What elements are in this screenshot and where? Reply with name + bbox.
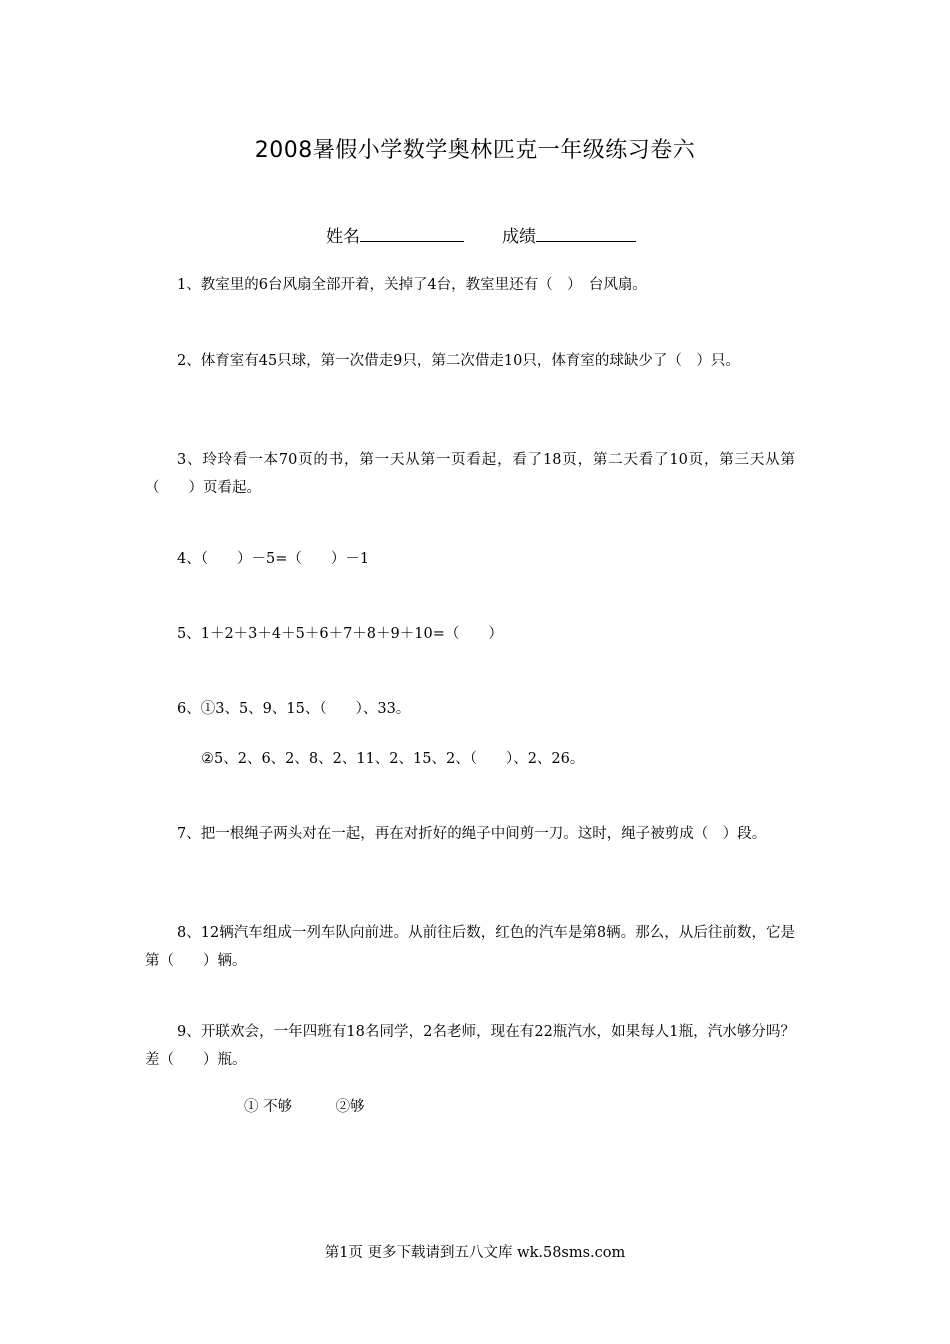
question-3: 3、玲玲看一本70页的书，第一天从第一页看起，看了18页，第二天看了10页，第三天从第（ ）页看起。: [145, 452, 795, 496]
page-footer: 第1页 更多下载请到五八文库 wk.58sms.com: [324, 1245, 626, 1261]
question-8: 8、12辆汽车组成一列车队向前进。从前往后数，红色的汽车是第8辆。那么，从后往前数，它是第（ ）辆。: [145, 925, 795, 969]
score-blank: [536, 223, 636, 242]
question-2: 2、体育室有45只球，第一次借走9只，第二次借走10只，体育室的球缺少了（ ）只。: [177, 353, 740, 369]
page-title: 2008暑假小学数学奥林匹克一年级练习卷六: [254, 138, 696, 163]
name-label: 姓名: [326, 227, 360, 247]
question-6-part-1: 6、①3、5、9、15、（ ）、33。: [177, 701, 411, 717]
question-7: 7、把一根绳子两头对在一起，再在对折好的绳子中间剪一刀。这时，绳子被剪成（ ）段。: [177, 826, 767, 842]
question-9: 9、开联欢会，一年四班有18名同学，2名老师，现在有22瓶汽水，如果每人1瓶，汽水够分吗？差（ ）瓶。: [145, 1024, 795, 1068]
question-6-part-2: ②5、2、6、2、8、2、11、2、15、2、（ ）、2、26。: [201, 751, 585, 767]
question-4: 4、（ ）－5=（ ）－1: [177, 551, 370, 567]
score-label: 成绩: [502, 227, 536, 247]
question-5: 5、1＋2＋3＋4＋5＋6＋7＋8＋9＋10=（ ）: [177, 626, 503, 642]
student-info-line: [326, 222, 636, 252]
question-9-options: ① 不够 ②够: [244, 1099, 365, 1115]
name-blank: [360, 223, 464, 242]
question-1: 1、教室里的6台风扇全部开着，关掉了4台，教室里还有（ ） 台风扇。: [177, 277, 647, 293]
